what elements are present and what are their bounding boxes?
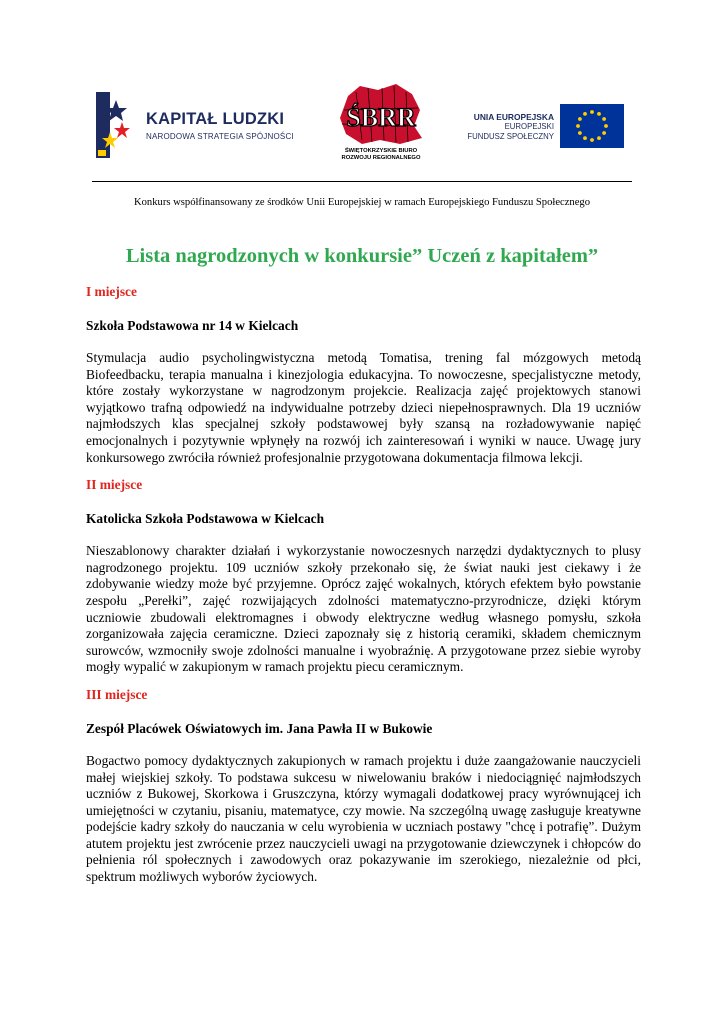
place-heading: III miejsce — [86, 686, 148, 702]
section-paragraph: Nieszablonowy charakter działań i wykorzystanie nowoczesnych narzędzi dydaktycznych to plusy nagrodzonego projektu. 109 uczniów szkoły przekonało się, że świat nauki jest ciekawy i że zdobywanie wiedzy może być przyjemne. Oprócz zajęć wokalnych, których efektem było powstanie zespołu „Perełki”, zajęć rozwijających zdolności matematyczno-przyrodnicze, dzięki którym uczniowie zbudowali elektromagnes i obwody elektryczne według własnego pomysłu, szkoła zorganizowała zajęcia ceramiczne. Dzieci zapoznały się z historią ceramiki, składem chemicznym surowców, wzmocniły swoje zdolności manualne i wyobraźnię. A przygotowane przez siebie wyroby mogły wypalić w zakupionym w ramach projektu piecu ceramicznym. — [86, 543, 641, 675]
sbrr-map-icon — [326, 82, 436, 148]
section-third-place — [86, 687, 641, 886]
sbrr-caption — [326, 148, 436, 162]
eu-flag-icon — [560, 104, 624, 148]
logo-bar — [0, 0, 724, 180]
funding-note: Konkurs współfinansowany ze środków Unii Europejskiej w ramach Europejskiego Funduszu Społecznego — [133, 197, 591, 208]
eu-logo-line1: UNIA EUROPEJSKA — [473, 112, 554, 122]
sbrr-caption-line2: ROZWOJU REGIONALNEGO — [341, 155, 421, 161]
kapital-ludzki-logo — [96, 92, 296, 162]
place-heading: I miejsce — [86, 284, 137, 299]
eu-logo-text — [460, 112, 554, 142]
section-first-place — [86, 284, 641, 466]
kapital-ludzki-subtitle: NARODOWA STRATEGIA SPÓJNOŚCI — [146, 132, 294, 141]
school-name: Szkoła Podstawowa nr 14 w Kielcach — [86, 318, 299, 333]
page-title: Lista nagrodzonych w konkursie” Uczeń z kapitałem” — [125, 245, 599, 267]
eu-logo — [460, 104, 632, 154]
sbrr-caption-line1: ŚWIĘTOKRZYSKIE BIURO — [344, 148, 418, 154]
school-name: Zespół Placówek Oświatowych im. Jana Pawła II w Bukowie — [86, 720, 433, 736]
sbrr-logo-text: ŚBRR — [346, 103, 416, 132]
school-name: Katolicka Szkoła Podstawowa w Kielcach — [86, 511, 325, 527]
sbrr-logo — [326, 82, 436, 168]
kapital-ludzki-star-icon — [96, 92, 136, 158]
section-second-place — [86, 477, 641, 676]
document-body — [86, 284, 641, 897]
eu-logo-line3: FUNDUSZ SPOŁECZNY — [467, 132, 554, 141]
section-paragraph: Stymulacja audio psycholingwistyczna metodą Tomatisa, trening fal mózgowych metodą Biofeedbacku, terapia manualna i kinezjologia edukacyjna. To nowoczesne, specjalistyczne metody, które zostały wykorzystane w nagrodzonym projekcie. Realizacja zajęć projektowych stanowi wyjątkowo trafną odpowiedź na indywidualne potrzeby dzieci niepełnosprawnych. Dla 19 uczniów najmłodszych klas specjalnej szkoły podstawowej były szansą na rozładowywanie napięć emocjonalnych i pozytywnie wpłynęły na rozwój ich zainteresowań i wyniki w nauce. Uwagę jury konkursowego zwróciła również profesjonalnie przygotowana dokumentacja filmowa lekcji. — [86, 350, 641, 465]
eu-logo-line2: EUROPEJSKI — [504, 122, 554, 131]
place-heading: II miejsce — [86, 477, 143, 493]
header-divider — [92, 181, 632, 182]
section-paragraph: Bogactwo pomocy dydaktycznych zakupionych w ramach projektu i duże zaangażowanie nauczycieli małej wiejskiej szkoły. To podstawa sukcesu w niwelowaniu braków i niedociągnięć najmłodszych uczniów z Bukowej, Skorkowa i Gruszczyna, którzy wymagali dodatkowej pracy wyrównującej ich umiejętności w czytaniu, pisaniu, matematyce, czy mowie. Na szczególną uwagę zasługuje kreatywne podejście kadry szkoły do nauczania w celu wyrobienia w uczniach postawy "chcę i potrafię”. Dużym atutem projektu jest zwrócenie przez nauczycieli uwagi na przygotowanie dziewczynek i chłopców do pełnienia ról społecznych i zawodowych oraz pokazywanie im szerokiego, niezależnie od płci, spektrum możliwych wyborów życiowych. — [86, 752, 641, 885]
kapital-ludzki-text — [146, 110, 294, 141]
kapital-ludzki-title: KAPITAŁ LUDZKI — [146, 110, 285, 128]
